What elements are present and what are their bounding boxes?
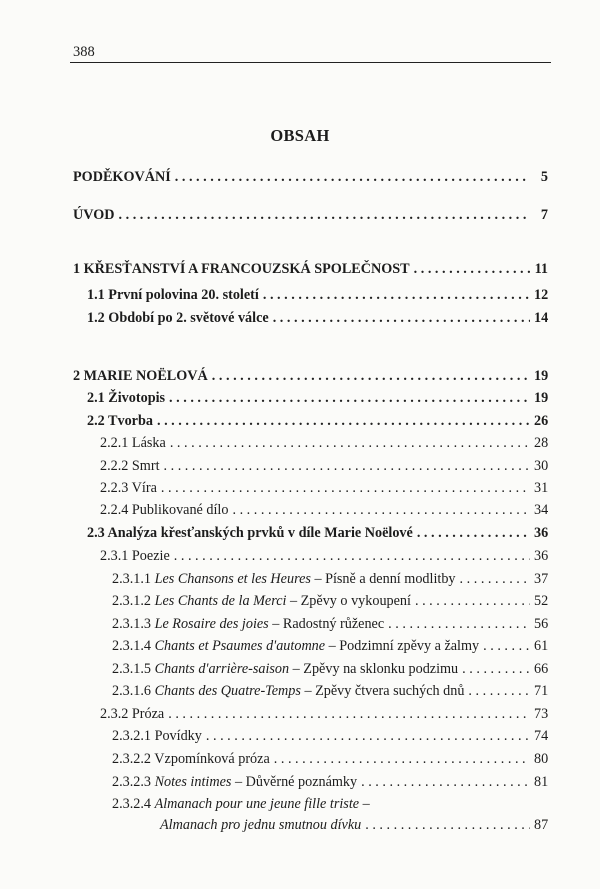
toc-entry-chapter-1 bbox=[0, 259, 600, 279]
leader-dots bbox=[415, 591, 530, 611]
toc-entry-label: 2.3 Analýza křesťanských prvků v díle Marie Noëlové bbox=[87, 525, 413, 541]
toc-entry-2-3-1 bbox=[0, 546, 600, 566]
toc-entry-page: 7 bbox=[540, 207, 548, 223]
leader-dots bbox=[119, 205, 531, 225]
toc-entry-label bbox=[112, 569, 456, 589]
toc-entry-2-3-1-2 bbox=[0, 591, 600, 611]
toc-entry-page: 87 bbox=[534, 817, 549, 833]
toc-entry-label: 1.1 První polovina 20. století bbox=[87, 287, 259, 303]
toc-entry-2-3-1-3 bbox=[0, 614, 600, 634]
leader-dots bbox=[460, 569, 530, 589]
toc-entry-2-3-1-5 bbox=[0, 659, 600, 679]
toc-entry-page: 14 bbox=[534, 310, 549, 326]
section-number: 2.3.1.6 bbox=[112, 683, 152, 699]
toc-entry-label bbox=[112, 591, 411, 611]
section-number: 2.3.2.3 bbox=[112, 774, 152, 790]
toc-entry-label: Almanach pro jednu smutnou dívku bbox=[160, 817, 362, 833]
leader-dots bbox=[161, 478, 530, 498]
leader-dots bbox=[365, 815, 530, 835]
czech-title: – Písně a denní modlitby bbox=[310, 571, 456, 587]
toc-entry-2-3-2-3 bbox=[0, 772, 600, 792]
toc-entry-page: 52 bbox=[534, 593, 549, 609]
section-number: 2.3.1.2 bbox=[112, 593, 152, 609]
french-title: Les Chants de la Merci bbox=[154, 593, 287, 609]
toc-entry-label: 2 MARIE NOËLOVÁ bbox=[73, 368, 208, 384]
toc-entry-page: 56 bbox=[534, 616, 549, 632]
leader-dots bbox=[170, 433, 530, 453]
toc-entry-2-3-2 bbox=[0, 704, 600, 724]
toc-entry-label bbox=[112, 681, 464, 701]
leader-dots bbox=[483, 636, 530, 656]
toc-entry-1-2 bbox=[0, 308, 600, 328]
leader-dots bbox=[417, 523, 530, 543]
french-title: Chants des Quatre-Temps bbox=[154, 683, 301, 699]
toc-entry-label: 2.2.3 Víra bbox=[100, 480, 157, 496]
toc-entry-page: 11 bbox=[534, 261, 548, 277]
toc-entry-2-3-2-1 bbox=[0, 726, 600, 746]
french-title: Chants d'arrière-saison bbox=[154, 661, 290, 677]
section-number: 2.3.2.4 bbox=[112, 796, 152, 812]
leader-dots bbox=[164, 456, 530, 476]
leader-dots bbox=[212, 366, 530, 386]
czech-title: – Zpěvy o vykoupení bbox=[286, 593, 411, 609]
toc-entry-page: 80 bbox=[534, 751, 549, 767]
leader-dots bbox=[274, 749, 530, 769]
toc-entry-2-2-2 bbox=[0, 456, 600, 476]
toc-entry-page: 28 bbox=[534, 435, 549, 451]
toc-entry-2-3-1-1 bbox=[0, 569, 600, 589]
toc-entry-label: 2.3.2.2 Vzpomínková próza bbox=[112, 751, 270, 767]
toc-entry-2-3-1-4 bbox=[0, 636, 600, 656]
leader-dots bbox=[361, 772, 530, 792]
toc-entry-page: 81 bbox=[534, 774, 549, 790]
czech-title: – Podzimní zpěvy a žalmy bbox=[325, 638, 480, 654]
toc-entry-label: 2.2.1 Láska bbox=[100, 435, 166, 451]
toc-entry-label: 2.2.2 Smrt bbox=[100, 458, 160, 474]
toc-entry-page: 26 bbox=[534, 413, 549, 429]
toc-entry-page: 31 bbox=[534, 480, 549, 496]
toc-entry-2-2 bbox=[0, 411, 600, 431]
toc-entry-label: 2.2.4 Publikované dílo bbox=[100, 502, 229, 518]
toc-entry-2-3-2-4 bbox=[0, 794, 600, 814]
czech-title: – bbox=[359, 796, 370, 812]
section-number: 2.3.1.3 bbox=[112, 616, 152, 632]
leader-dots bbox=[175, 167, 530, 187]
toc-entry-chapter-2 bbox=[0, 366, 600, 386]
czech-title: – Radostný růženec bbox=[268, 616, 385, 632]
toc-entry-label bbox=[112, 772, 357, 792]
toc-entry-page: 30 bbox=[534, 458, 549, 474]
toc-entry-2-2-4 bbox=[0, 500, 600, 520]
toc-entry-2-3-2-4-continued bbox=[0, 815, 600, 835]
toc-entry-page: 66 bbox=[534, 661, 549, 677]
toc-entry-label bbox=[112, 614, 384, 634]
toc-entry-2-2-1 bbox=[0, 433, 600, 453]
section-number: 2.3.1.4 bbox=[112, 638, 152, 654]
toc-entry-2-3-2-2 bbox=[0, 749, 600, 769]
toc-entry-2-3 bbox=[0, 523, 600, 543]
page-number: 388 bbox=[73, 44, 95, 60]
toc-entry-2-3-1-6 bbox=[0, 681, 600, 701]
leader-dots bbox=[273, 308, 530, 328]
section-number: 2.3.1.1 bbox=[112, 571, 152, 587]
french-title: Notes intimes bbox=[154, 774, 232, 790]
toc-entry-label: PODĚKOVÁNÍ bbox=[73, 169, 171, 185]
leader-dots bbox=[232, 500, 530, 520]
french-title: Les Chansons et les Heures bbox=[154, 571, 311, 587]
toc-entry-label: 2.3.1 Poezie bbox=[100, 548, 170, 564]
toc-entry-page: 19 bbox=[534, 368, 549, 384]
leader-dots bbox=[206, 726, 530, 746]
toc-entry-label: 1.2 Období po 2. světové válce bbox=[87, 310, 269, 326]
toc-entry-page: 19 bbox=[534, 390, 549, 406]
toc-entry-label: ÚVOD bbox=[73, 207, 115, 223]
toc-entry-2-1 bbox=[0, 388, 600, 408]
toc-entry-page: 34 bbox=[534, 502, 549, 518]
toc-entry-page: 71 bbox=[534, 683, 549, 699]
french-title: Chants et Psaumes d'automne bbox=[154, 638, 326, 654]
leader-dots bbox=[168, 704, 530, 724]
toc-entry-page: 74 bbox=[534, 728, 549, 744]
toc-entry-label bbox=[112, 636, 479, 656]
toc-entry-label: 2.3.2 Próza bbox=[100, 706, 165, 722]
czech-title: – Důvěrné poznámky bbox=[231, 774, 358, 790]
french-title: Almanach pour une jeune fille triste bbox=[154, 796, 360, 812]
toc-entry-label bbox=[112, 794, 370, 814]
section-number: 2.3.1.5 bbox=[112, 661, 152, 677]
toc-entry-page: 73 bbox=[534, 706, 549, 722]
toc-entry-label: 2.1 Životopis bbox=[87, 390, 166, 406]
toc-entry-2-2-3 bbox=[0, 478, 600, 498]
leader-dots bbox=[388, 614, 530, 634]
leader-dots bbox=[468, 681, 530, 701]
leader-dots bbox=[157, 411, 530, 431]
toc-entry-uvod bbox=[0, 205, 600, 225]
toc-entry-page: 36 bbox=[534, 548, 549, 564]
toc-entry-1-1 bbox=[0, 285, 600, 305]
leader-dots bbox=[169, 388, 530, 408]
czech-title: – Zpěvy čtvera suchých dnů bbox=[300, 683, 465, 699]
toc-entry-page: 12 bbox=[534, 287, 549, 303]
leader-dots bbox=[174, 546, 530, 566]
czech-title: – Zpěvy na sklonku podzimu bbox=[289, 661, 459, 677]
toc-entry-label: 1 KŘESŤANSTVÍ A FRANCOUZSKÁ SPOLEČNOST bbox=[73, 261, 410, 277]
toc-entry-page: 61 bbox=[534, 638, 549, 654]
toc-entry-label: 2.2 Tvorba bbox=[87, 413, 153, 429]
toc-title: OBSAH bbox=[270, 126, 330, 145]
toc-entry-page: 37 bbox=[534, 571, 549, 587]
leader-dots bbox=[414, 259, 530, 279]
leader-dots bbox=[462, 659, 530, 679]
toc-entry-page: 5 bbox=[540, 169, 548, 185]
toc-entry-label bbox=[112, 659, 458, 679]
toc-entry-page: 36 bbox=[534, 525, 549, 541]
leader-dots bbox=[263, 285, 530, 305]
french-title: Le Rosaire des joies bbox=[154, 616, 269, 632]
toc-entry-label: 2.3.2.1 Povídky bbox=[112, 728, 202, 744]
toc-entry-podekovani bbox=[0, 167, 600, 187]
